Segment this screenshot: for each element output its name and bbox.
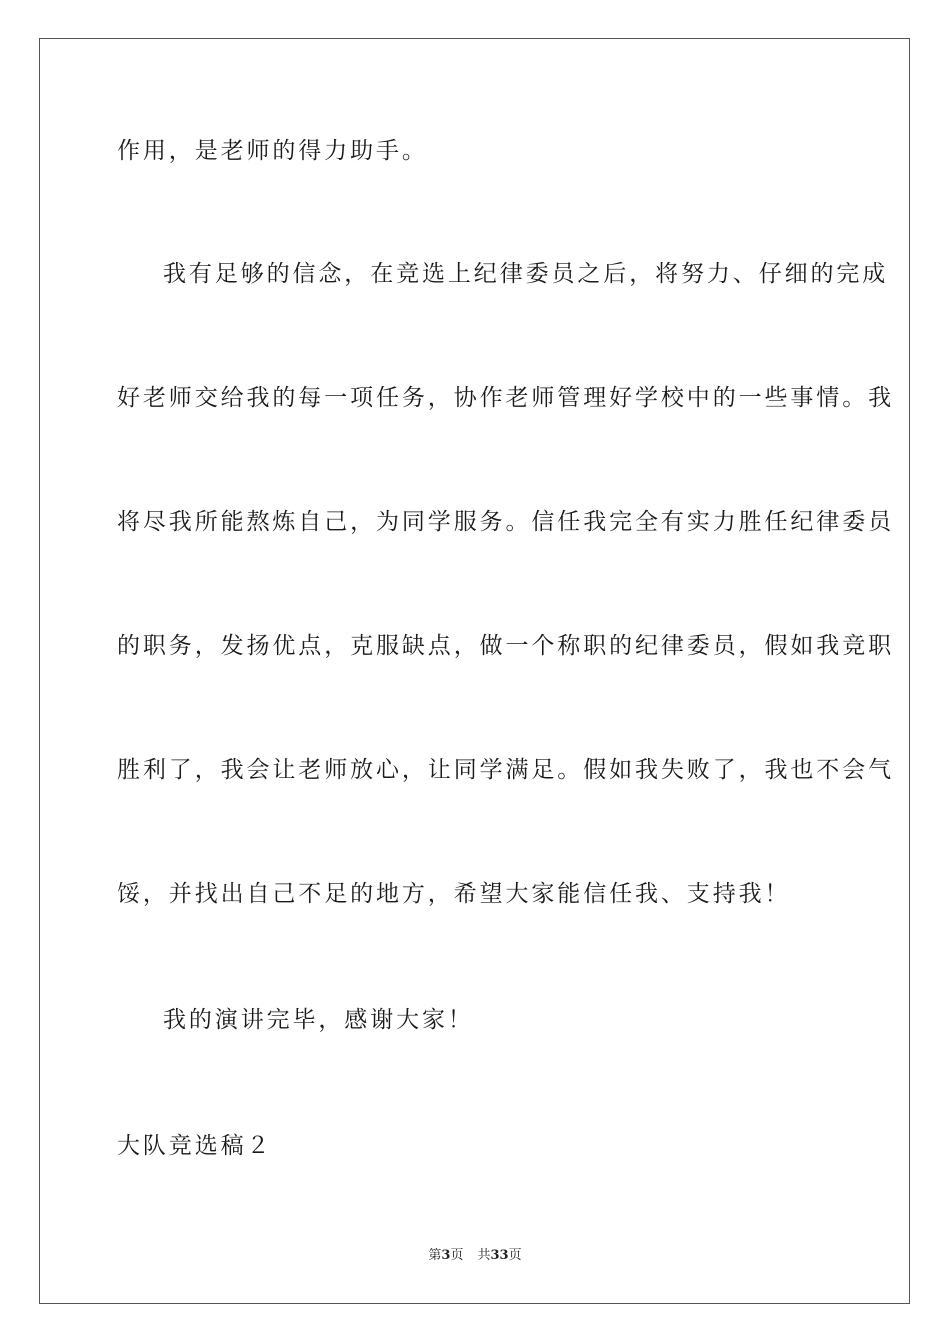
paragraph-line-5: 的职务，发扬优点，克服缺点，做一个称职的纪律委员，假如我竞职: [117, 633, 894, 659]
page-footer: [0, 1247, 950, 1265]
paragraph-line-2: 我有足够的信念，在竞选上纪律委员之后，将努力、仔细的完成: [163, 261, 889, 287]
page-border: [39, 38, 910, 1304]
footer-page-current: 3: [441, 1248, 451, 1263]
footer-total-suffix: 页: [508, 1248, 522, 1263]
section-heading: 大队竞选稿２: [117, 1133, 273, 1159]
paragraph-line-6: 胜利了，我会让老师放心，让同学满足。假如我失败了，我也不会气: [117, 757, 894, 783]
paragraph-line-1: 作用，是老师的得力助手。: [117, 138, 428, 164]
paragraph-line-3: 好老师交给我的每一项任务，协作老师管理好学校中的一些事情。我: [117, 385, 894, 411]
closing-line: 我的演讲完毕，感谢大家！: [163, 1007, 474, 1033]
paragraph-line-7: 馁，并找出自己不足的地方，希望大家能信任我、支持我！: [117, 881, 791, 907]
footer-total-prefix: 共: [477, 1248, 491, 1263]
footer-page-suffix: 页: [450, 1248, 464, 1263]
paragraph-line-4: 将尽我所能熬炼自己，为同学服务。信任我完全有实力胜任纪律委员: [117, 509, 894, 535]
footer-page-total: 33: [490, 1248, 509, 1263]
footer-page-prefix: 第: [428, 1248, 442, 1263]
